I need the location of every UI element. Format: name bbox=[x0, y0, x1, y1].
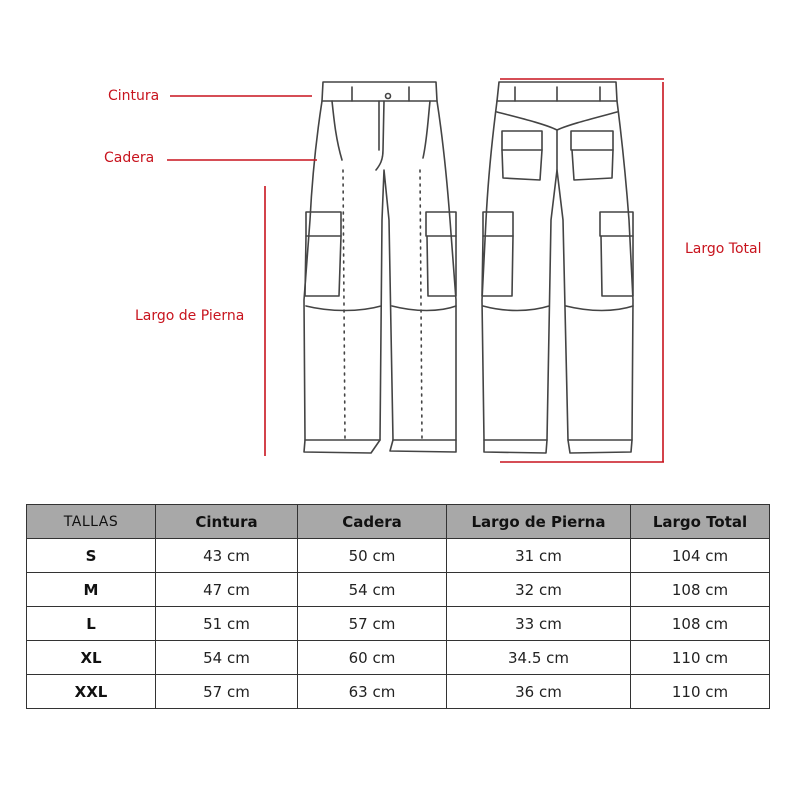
label-cintura: Cintura bbox=[108, 88, 160, 104]
header-largo-pierna: Largo de Pierna bbox=[447, 505, 631, 539]
label-largo-pierna: Largo de Pierna bbox=[135, 308, 245, 324]
header-tallas: TALLAS bbox=[27, 505, 156, 539]
table-row bbox=[27, 641, 770, 675]
largo-pierna-cell: 36 cm bbox=[447, 675, 631, 709]
table-row bbox=[27, 539, 770, 573]
size-chart-table bbox=[26, 504, 770, 709]
table-row bbox=[27, 675, 770, 709]
cintura-cell: 51 cm bbox=[156, 607, 298, 641]
largo-total-cell: 108 cm bbox=[631, 607, 770, 641]
header-largo-total: Largo Total bbox=[631, 505, 770, 539]
back-view-pants bbox=[482, 82, 633, 453]
label-largo-total: Largo Total bbox=[685, 241, 762, 257]
cadera-cell: 57 cm bbox=[298, 607, 447, 641]
measurement-lines bbox=[167, 79, 664, 462]
cadera-cell: 54 cm bbox=[298, 573, 447, 607]
largo-pierna-cell: 33 cm bbox=[447, 607, 631, 641]
size-cell: XL bbox=[27, 641, 156, 675]
size-cell: M bbox=[27, 573, 156, 607]
largo-total-cell: 108 cm bbox=[631, 573, 770, 607]
largo-total-cell: 110 cm bbox=[631, 641, 770, 675]
cadera-cell: 63 cm bbox=[298, 675, 447, 709]
header-cadera: Cadera bbox=[298, 505, 447, 539]
cintura-cell: 47 cm bbox=[156, 573, 298, 607]
front-view-pants bbox=[304, 82, 456, 453]
largo-total-cell: 110 cm bbox=[631, 675, 770, 709]
largo-pierna-cell: 31 cm bbox=[447, 539, 631, 573]
table-row bbox=[27, 607, 770, 641]
size-cell: XXL bbox=[27, 675, 156, 709]
size-cell: S bbox=[27, 539, 156, 573]
table-header-row bbox=[27, 505, 770, 539]
size-cell: L bbox=[27, 607, 156, 641]
cadera-cell: 50 cm bbox=[298, 539, 447, 573]
largo-pierna-cell: 34.5 cm bbox=[447, 641, 631, 675]
header-cintura: Cintura bbox=[156, 505, 298, 539]
label-cadera: Cadera bbox=[104, 150, 155, 166]
cadera-cell: 60 cm bbox=[298, 641, 447, 675]
largo-total-cell: 104 cm bbox=[631, 539, 770, 573]
cintura-cell: 43 cm bbox=[156, 539, 298, 573]
cintura-cell: 54 cm bbox=[156, 641, 298, 675]
table-row bbox=[27, 573, 770, 607]
largo-pierna-cell: 32 cm bbox=[447, 573, 631, 607]
cintura-cell: 57 cm bbox=[156, 675, 298, 709]
